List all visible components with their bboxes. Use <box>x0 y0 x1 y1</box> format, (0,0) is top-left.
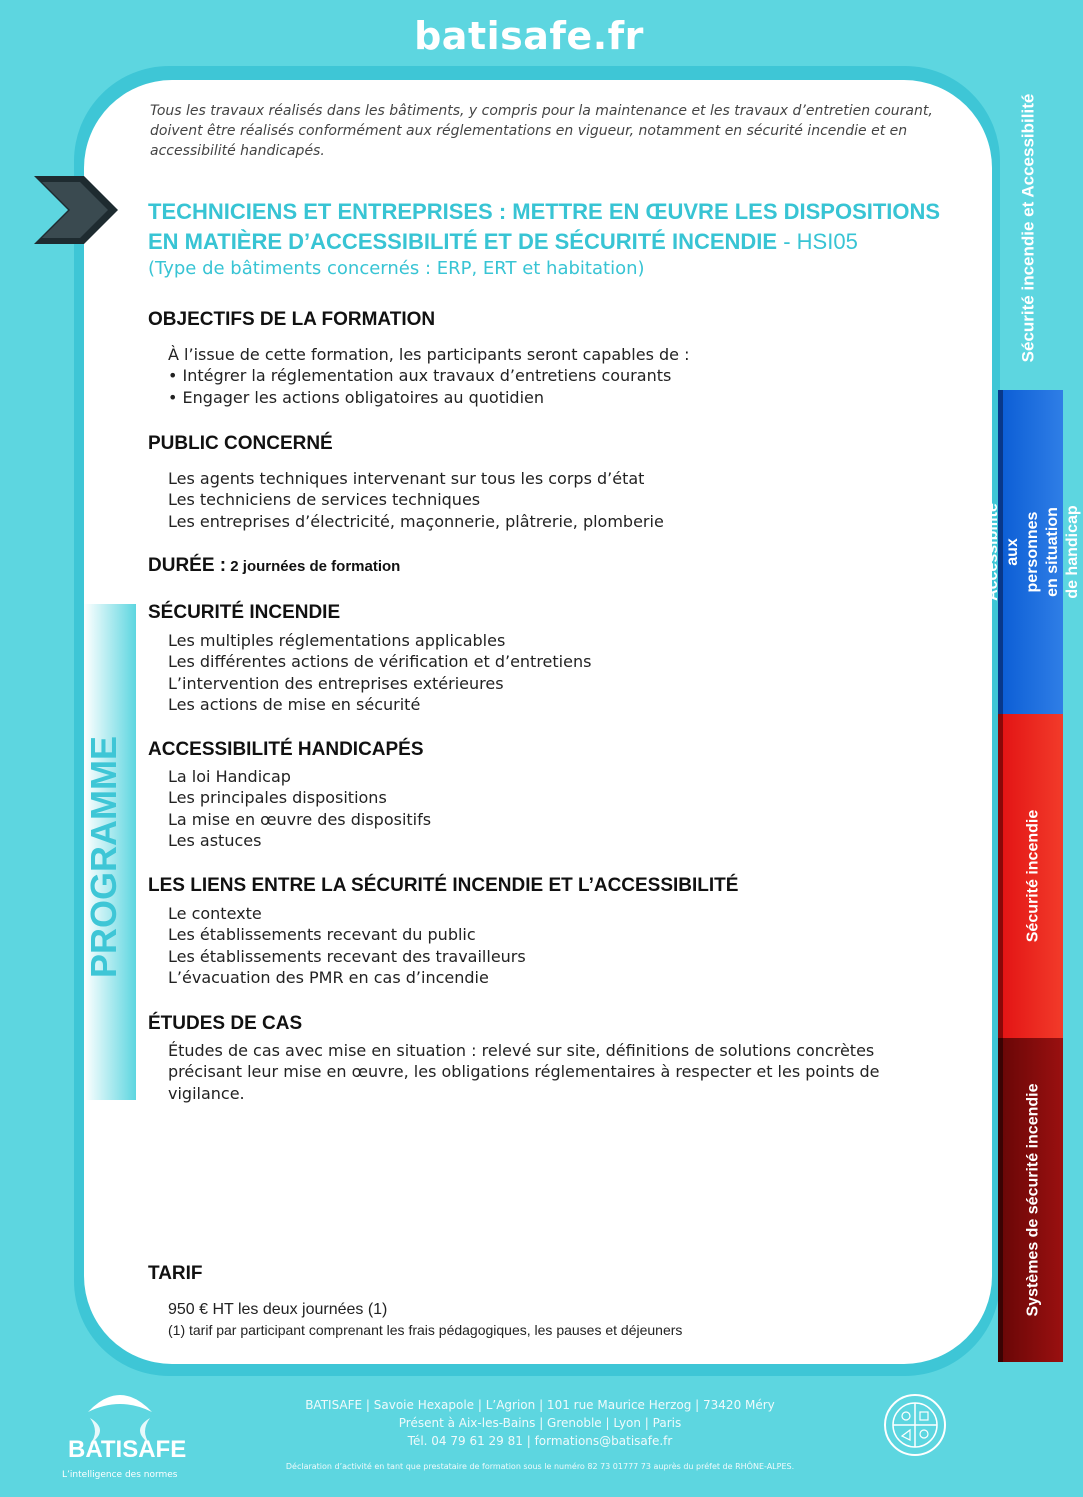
list-item: La loi Handicap <box>168 767 291 786</box>
course-subtitle: (Type de bâtiments concernés : ERP, ERT et habitation) <box>148 258 645 279</box>
footer-address-line: Présent à Aix-les-Bains | Grenoble | Lyon | Paris <box>398 1416 682 1430</box>
list-item: Le contexte <box>168 904 262 923</box>
accessibilite-heading: ACCESSIBILITÉ HANDICAPÉS <box>148 739 424 760</box>
list-item: • Engager les actions obligatoires au quotidien <box>168 387 690 408</box>
course-code: - HSI05 <box>777 229 858 254</box>
site-url[interactable]: batisafe.fr <box>414 14 644 58</box>
tarif-note: (1) tarif par participant comprenant les frais pédagogiques, les pauses et déjeuners <box>168 1322 683 1339</box>
footer-address-line: BATISAFE | Savoie Hexapole | L’Agrion | 101 rue Maurice Herzog | 73420 Méry <box>305 1398 775 1412</box>
accessibilite-list <box>168 766 431 851</box>
logo-tagline: L’intelligence des normes <box>62 1470 178 1480</box>
duree-label: DURÉE : <box>148 555 227 576</box>
footer-contact-line[interactable]: Tél. 04 79 61 29 81 | formations@batisafe.fr <box>407 1434 673 1448</box>
objectifs-intro: À l’issue de cette formation, les participants seront capables de : <box>168 345 690 364</box>
tab-accessibilite-handicap[interactable] <box>984 390 1082 714</box>
list-item: Les astuces <box>168 830 262 850</box>
tab-securite-accessibilite[interactable] <box>998 66 1058 390</box>
tab-label: Systèmes de sécurité incendie <box>1024 1083 1041 1317</box>
logo-name: BATISAFE <box>68 1436 187 1463</box>
duree-line <box>148 555 400 577</box>
public-list <box>168 468 664 532</box>
list-item: Les établissements recevant du public <box>168 925 476 945</box>
footer-declaration: Déclaration d’activité en tant que prestataire de formation sous le numéro 82 73 01777 73 auprès du préfet de RHÔNE-ALPES. <box>285 1462 795 1471</box>
list-item: Les actions de mise en sécurité <box>168 694 421 714</box>
course-title <box>148 197 968 257</box>
footer-address <box>180 1396 900 1450</box>
objectifs-list <box>168 344 690 408</box>
batisafe-logo-icon <box>60 1382 180 1482</box>
tab-label: Accessibilité aux personnes en situation de handicap <box>984 503 1082 601</box>
tab-securite-incendie[interactable] <box>998 714 1063 1038</box>
etudes-block <box>168 1040 898 1104</box>
programme-label: PROGRAMME <box>83 736 124 978</box>
tab-label: Sécurité incendie et Accessibilité <box>1018 93 1037 363</box>
tarif-heading: TARIF <box>148 1263 203 1284</box>
list-item: L’évacuation des PMR en cas d’incendie <box>168 967 489 987</box>
tarif-price: 950 € HT les deux journées (1) <box>168 1301 388 1318</box>
certification-seal-icon <box>882 1392 948 1458</box>
intro-paragraph: Tous les travaux réalisés dans les bâtiments, y compris pour la maintenance et les travaux d’entretien courant, doivent être réalisés conformément aux réglementations en vigueur, notamment en sécurité incendie et en accessibilité handicapés. <box>150 103 933 159</box>
securite-heading: SÉCURITÉ INCENDIE <box>148 602 341 623</box>
list-item: Les multiples réglementations applicables <box>168 631 506 650</box>
tab-systemes-securite[interactable] <box>998 1038 1063 1362</box>
list-item: Les agents techniques intervenant sur tous les corps d’état <box>168 469 645 488</box>
chevron-arrow-icon <box>34 176 118 244</box>
list-item: L’intervention des entreprises extérieures <box>168 673 504 693</box>
list-item: Les établissements recevant des travailleurs <box>168 946 526 966</box>
etudes-heading: ÉTUDES DE CAS <box>148 1013 303 1034</box>
liens-heading: LES LIENS ENTRE LA SÉCURITÉ INCENDIE ET L’ACCESSIBILITÉ <box>148 875 739 896</box>
list-item: Les principales dispositions <box>168 788 387 808</box>
securite-list <box>168 630 591 715</box>
list-item: • Intégrer la réglementation aux travaux d’entretiens courants <box>168 365 690 386</box>
duree-value: 2 journées de formation <box>226 558 401 575</box>
course-title-line2: EN MATIÈRE D’ACCESSIBILITÉ ET DE SÉCURITÉ INCENDIE <box>148 229 778 254</box>
list-item: Les entreprises d’électricité, maçonnerie, plâtrerie, plomberie <box>168 511 664 531</box>
tarif-block <box>168 1299 682 1342</box>
list-item: La mise en œuvre des dispositifs <box>168 809 432 829</box>
objectifs-heading: OBJECTIFS DE LA FORMATION <box>148 309 436 330</box>
tab-label: Sécurité incendie <box>1024 809 1041 943</box>
etudes-text: Études de cas avec mise en situation : relevé sur site, définitions de solutions concrètes précisant leur mise en œuvre, les obligations réglementaires à respecter et les points de vigilance. <box>168 1041 880 1103</box>
liens-list <box>168 903 526 988</box>
list-item: Les techniciens de services techniques <box>168 490 481 510</box>
public-heading: PUBLIC CONCERNÉ <box>148 433 333 454</box>
list-item: Les différentes actions de vérification et d’entretiens <box>168 652 592 672</box>
programme-label-box <box>74 736 134 978</box>
course-title-line1: TECHNICIENS ET ENTREPRISES : METTRE EN ŒUVRE LES DISPOSITIONS <box>148 199 941 224</box>
